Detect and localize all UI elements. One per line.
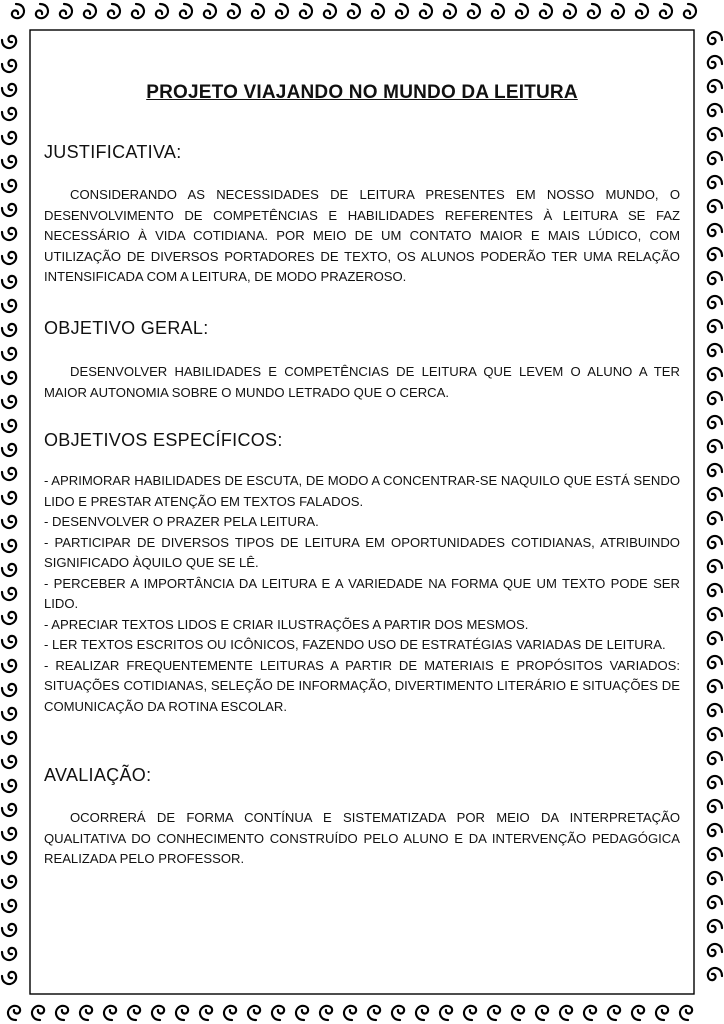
swirl-ornament xyxy=(708,344,722,356)
swirl-ornament xyxy=(324,4,336,18)
swirl-ornament xyxy=(368,1006,380,1020)
swirl-ornament xyxy=(2,36,16,48)
swirl-ornament xyxy=(708,488,722,500)
swirl-ornament xyxy=(708,368,722,380)
swirl-ornament xyxy=(536,1006,548,1020)
swirl-ornament xyxy=(152,1006,164,1020)
swirl-ornament xyxy=(2,300,16,312)
swirl-ornament xyxy=(104,1006,116,1020)
swirl-ornament xyxy=(708,800,722,812)
objetivo-geral-heading: OBJETIVO GERAL: xyxy=(44,318,209,338)
swirl-ornament xyxy=(708,608,722,620)
swirl-ornament xyxy=(564,4,576,18)
swirl-ornament xyxy=(2,60,16,72)
avaliacao-text: OCORRERÁ DE FORMA CONTÍNUA E SISTEMATIZADA POR MEIO DA INTERPRETAÇÃO QUALITATIVA DO CONHECIMENTO CONSTRUÍDO PELO ALUNO E DA INTERVENÇÃO PEDAGÓGICA REALIZADA PELO PROFESSOR. xyxy=(44,810,680,866)
swirl-ornament xyxy=(708,656,722,668)
swirl-ornament xyxy=(2,276,16,288)
swirl-ornament xyxy=(224,1006,236,1020)
swirl-ornament xyxy=(708,152,722,164)
swirl-ornament xyxy=(2,228,16,240)
swirl-ornament xyxy=(80,1006,92,1020)
swirl-ornament xyxy=(108,4,120,18)
swirl-ornament xyxy=(708,872,722,884)
swirl-ornament xyxy=(612,4,624,18)
avaliacao-heading: AVALIAÇÃO: xyxy=(44,765,152,785)
swirl-ornament xyxy=(660,4,672,18)
swirl-ornament xyxy=(348,4,360,18)
swirl-ornament xyxy=(2,732,16,744)
swirl-ornament xyxy=(708,320,722,332)
list-item: - APRIMORAR HABILIDADES DE ESCUTA, DE MODO A CONCENTRAR-SE NAQUILO QUE ESTÁ SENDO LIDO E PRESTAR ATENÇÃO EM TEXTOS FALADOS. xyxy=(44,473,680,509)
swirl-ornament xyxy=(512,1006,524,1020)
swirl-ornament xyxy=(708,464,722,476)
swirl-ornament xyxy=(344,1006,356,1020)
swirl-ornament xyxy=(2,564,16,576)
swirl-ornament xyxy=(2,636,16,648)
swirl-ornament xyxy=(708,632,722,644)
swirl-ornament xyxy=(708,128,722,140)
swirl-ornament xyxy=(464,1006,476,1020)
swirl-ornament xyxy=(708,968,722,980)
swirl-ornament xyxy=(8,1006,20,1020)
list-item: - LER TEXTOS ESCRITOS OU ICÔNICOS, FAZENDO USO DE ESTRATÉGIAS VARIADAS DE LEITURA. xyxy=(44,637,666,652)
swirl-ornament xyxy=(204,4,216,18)
swirl-ornament xyxy=(2,204,16,216)
swirl-ornament xyxy=(2,108,16,120)
swirl-ornament xyxy=(708,944,722,956)
swirl-ornament xyxy=(708,248,722,260)
swirl-ornament xyxy=(2,180,16,192)
swirl-ornament xyxy=(2,780,16,792)
swirl-ornament xyxy=(708,896,722,908)
swirl-ornament xyxy=(248,1006,260,1020)
swirl-ornament xyxy=(708,224,722,236)
swirl-ornament xyxy=(2,852,16,864)
swirl-ornament xyxy=(176,1006,188,1020)
list-item: - PERCEBER A IMPORTÂNCIA DA LEITURA E A VARIEDADE NA FORMA QUE UM TEXTO PODE SER LIDO. xyxy=(44,575,680,611)
swirl-ornament xyxy=(708,920,722,932)
swirl-ornament xyxy=(2,132,16,144)
swirl-ornament xyxy=(2,396,16,408)
swirl-ornament xyxy=(2,420,16,432)
swirl-ornament xyxy=(708,32,722,44)
swirl-ornament xyxy=(2,492,16,504)
objetivo-geral-text: DESENVOLVER HABILIDADES E COMPETÊNCIAS DE LEITURA QUE LEVEM O ALUNO A TER MAIOR AUTONOMIA SOBRE O MUNDO LETRADO QUE O CERCA. xyxy=(44,364,680,400)
justificativa-text: CONSIDERANDO AS NECESSIDADES DE LEITURA PRESENTES EM NOSSO MUNDO, O DESENVOLVIMENTO DE COMPETÊNCIAS E HABILIDADES REFERENTES À LEITURA SE FAZ NECESSÁRIO À VIDA COTIDIANA. POR MEIO DE UM CONTATO MAIOR E MAIS LÚDICO, COM UTILIZAÇÃO DE DIVERSOS PORTADORES DE TEXTO, OS ALUNOS PODERÃO TER UMA RELAÇÃO INTENSIFICADA COM A LEITURA, DE MODO PRAZEROSO. xyxy=(44,187,680,284)
swirl-ornament xyxy=(708,392,722,404)
swirl-ornament xyxy=(416,1006,428,1020)
swirl-ornament xyxy=(708,416,722,428)
swirl-ornament xyxy=(180,4,192,18)
swirl-ornament xyxy=(392,1006,404,1020)
swirl-ornament xyxy=(540,4,552,18)
swirl-ornament xyxy=(2,612,16,624)
swirl-ornament xyxy=(2,444,16,456)
swirl-ornament xyxy=(636,4,648,18)
swirl-ornament xyxy=(2,972,16,984)
swirl-ornament xyxy=(156,4,168,18)
swirl-ornament xyxy=(2,324,16,336)
swirl-ornament xyxy=(708,512,722,524)
swirl-ornament xyxy=(444,4,456,18)
list-item: - APRECIAR TEXTOS LIDOS E CRIAR ILUSTRAÇÕES A PARTIR DOS MESMOS. xyxy=(44,616,529,632)
swirl-ornament xyxy=(12,4,24,18)
swirl-ornament xyxy=(2,684,16,696)
swirl-ornament xyxy=(708,584,722,596)
swirl-ornament xyxy=(708,56,722,68)
swirl-ornament xyxy=(708,680,722,692)
swirl-ornament xyxy=(2,588,16,600)
justificativa-heading: JUSTIFICATIVA: xyxy=(44,142,182,162)
swirl-ornament xyxy=(488,1006,500,1020)
swirl-ornament xyxy=(608,1006,620,1020)
swirl-ornament xyxy=(396,4,408,18)
swirl-ornament xyxy=(708,704,722,716)
swirl-ornament xyxy=(468,4,480,18)
swirl-ornament xyxy=(2,252,16,264)
swirl-ornament xyxy=(60,4,72,18)
swirl-ornament xyxy=(708,560,722,572)
swirl-ornament xyxy=(708,80,722,92)
swirl-ornament xyxy=(708,824,722,836)
list-item: - REALIZAR FREQUENTEMENTE LEITURAS A PARTIR DE MATERIAIS E PROPÓSITOS VARIADOS: SITUAÇÕES COTIDIANAS, SELEÇÃO DE INFORMAÇÃO, DIVERTIMENTO LITERÁRIO E SITUAÇÕES DE COMUNICAÇÃO DA ROTINA ESCOLAR. xyxy=(44,657,680,714)
swirl-ornament xyxy=(252,4,264,18)
swirl-ornament xyxy=(420,4,432,18)
swirl-ornament xyxy=(200,1006,212,1020)
swirl-ornament xyxy=(708,104,722,116)
swirl-ornament xyxy=(2,708,16,720)
swirl-ornament xyxy=(2,156,16,168)
swirl-ornament xyxy=(440,1006,452,1020)
swirl-ornament xyxy=(2,876,16,888)
swirl-ornament xyxy=(708,536,722,548)
swirl-ornament xyxy=(128,1006,140,1020)
swirl-ornament xyxy=(708,296,722,308)
swirl-ornament xyxy=(2,540,16,552)
swirl-ornament xyxy=(708,776,722,788)
swirl-ornament xyxy=(2,828,16,840)
swirl-ornament xyxy=(132,4,144,18)
swirl-ornament xyxy=(36,4,48,18)
swirl-ornament xyxy=(708,176,722,188)
swirl-ornament xyxy=(2,900,16,912)
swirl-ornament xyxy=(708,200,722,212)
swirl-ornament xyxy=(680,1006,692,1020)
swirl-ornament xyxy=(584,1006,596,1020)
swirl-ornament xyxy=(2,948,16,960)
swirl-ornament xyxy=(560,1006,572,1020)
swirl-ornament xyxy=(516,4,528,18)
swirl-ornament xyxy=(708,752,722,764)
swirl-ornament xyxy=(228,4,240,18)
swirl-ornament xyxy=(320,1006,332,1020)
objetivos-especificos-heading: OBJETIVOS ESPECÍFICOS: xyxy=(44,430,283,450)
swirl-ornament xyxy=(708,848,722,860)
swirl-ornament xyxy=(272,1006,284,1020)
swirl-ornament xyxy=(2,660,16,672)
swirl-ornament xyxy=(276,4,288,18)
swirl-ornament xyxy=(708,728,722,740)
swirl-ornament xyxy=(84,4,96,18)
swirl-ornament xyxy=(300,4,312,18)
swirl-ornament xyxy=(2,516,16,528)
swirl-ornament xyxy=(2,468,16,480)
swirl-ornament xyxy=(296,1006,308,1020)
swirl-ornament xyxy=(372,4,384,18)
swirl-ornament xyxy=(56,1006,68,1020)
swirl-ornament xyxy=(2,84,16,96)
swirl-ornament xyxy=(2,756,16,768)
swirl-ornament xyxy=(2,348,16,360)
swirl-ornament xyxy=(2,804,16,816)
list-item: - PARTICIPAR DE DIVERSOS TIPOS DE LEITURA EM OPORTUNIDADES COTIDIANAS, ATRIBUINDO SIGNIFICADO ÀQUILO QUE SE LÊ. xyxy=(44,534,680,570)
swirl-ornament xyxy=(708,272,722,284)
objetivos-especificos-list xyxy=(44,471,680,717)
swirl-ornament xyxy=(588,4,600,18)
document-title: PROJETO VIAJANDO NO MUNDO DA LEITURA xyxy=(146,82,578,103)
swirl-ornament xyxy=(2,372,16,384)
list-item: - DESENVOLVER O PRAZER PELA LEITURA. xyxy=(44,514,319,529)
swirl-ornament xyxy=(632,1006,644,1020)
swirl-ornament xyxy=(2,924,16,936)
swirl-ornament xyxy=(708,440,722,452)
swirl-ornament xyxy=(32,1006,44,1020)
swirl-ornament xyxy=(684,4,696,18)
swirl-ornament xyxy=(656,1006,668,1020)
swirl-ornament xyxy=(492,4,504,18)
